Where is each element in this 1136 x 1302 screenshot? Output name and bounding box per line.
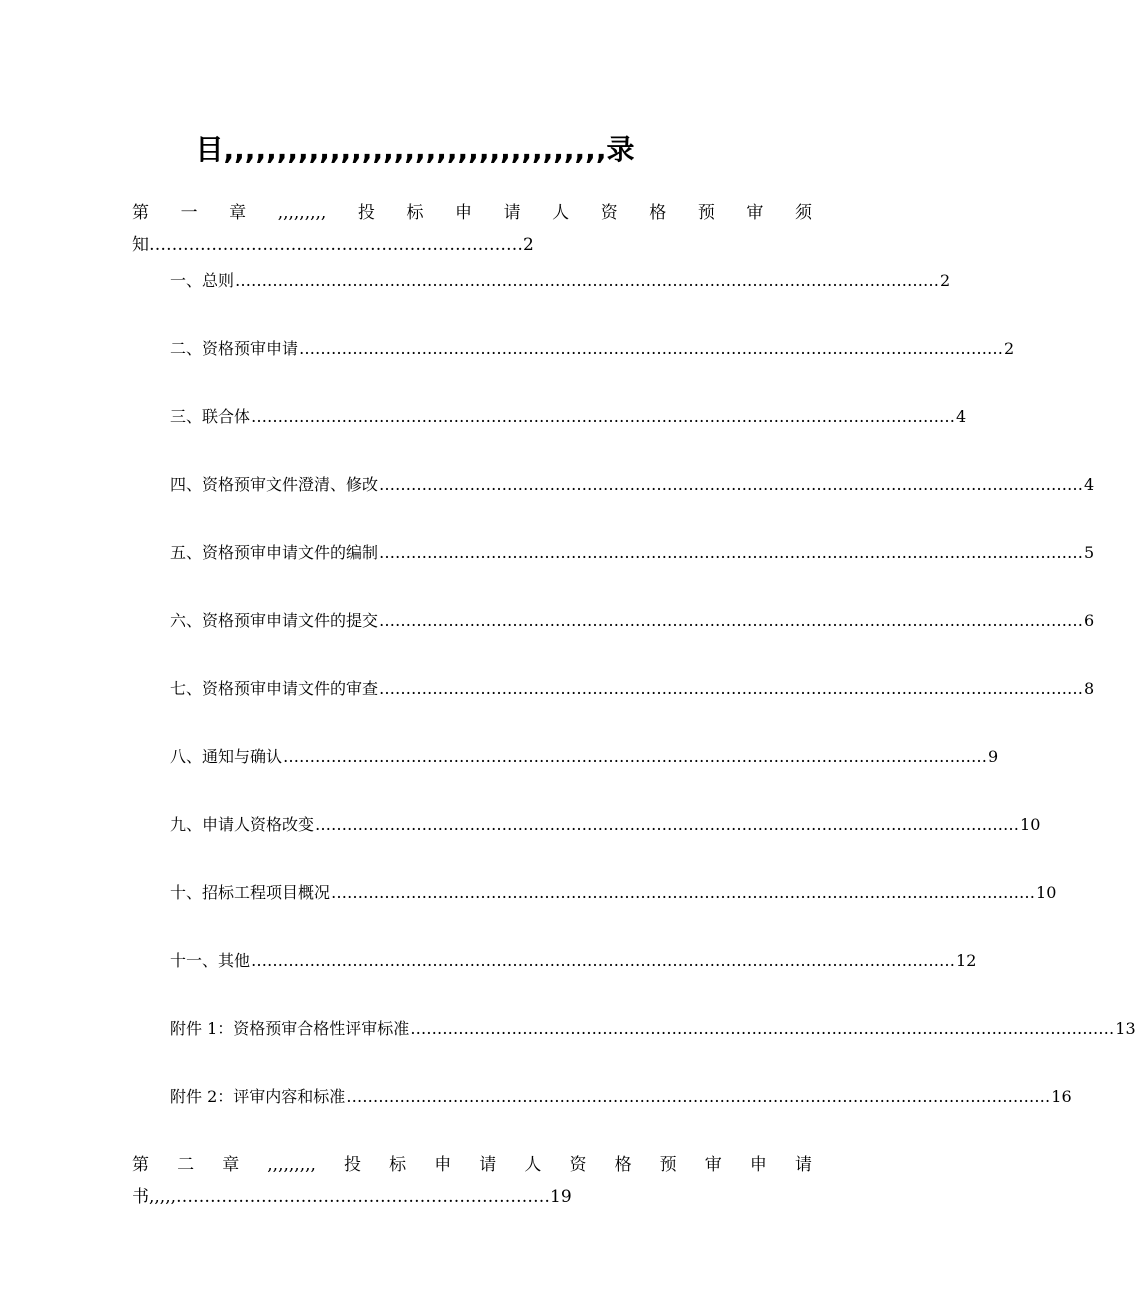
chapter-2-token: 人 <box>524 1155 542 1175</box>
toc-entry-page: 6 <box>1084 611 1095 630</box>
toc-entry-page: 4 <box>956 407 967 426</box>
chapter-2-heading <box>132 1149 812 1181</box>
chapter-2-token: 申 <box>749 1155 767 1175</box>
chapter-2-token: 格 <box>614 1155 632 1175</box>
chapter-2[interactable] <box>132 1149 812 1213</box>
toc-entry-page: 4 <box>1084 475 1095 494</box>
toc-entry-label: 五、资格预审申请文件的编制 <box>170 543 379 562</box>
leader-dots: …………………………………………………………………………………………………………………… <box>283 747 988 766</box>
chapter-1-token: 一 <box>180 203 198 223</box>
chapter-1-token: 格 <box>649 203 667 223</box>
chapter-2-token: 资 <box>569 1155 587 1175</box>
toc-entry[interactable] <box>170 948 977 971</box>
chapter-1-token: 投 <box>357 203 375 223</box>
chapter-2-token: 预 <box>659 1155 677 1175</box>
leader-dots: …………………………………………………………………………………………………………………… <box>410 1019 1115 1038</box>
chapter-1-token: 须 <box>794 203 812 223</box>
chapter-2-token: ,,,,,,,,, <box>267 1155 316 1175</box>
chapter-1-token: 审 <box>746 203 764 223</box>
leader-dots: …………………………………………………………………………………………………………………… <box>379 611 1084 630</box>
chapter-2-token: 投 <box>344 1155 362 1175</box>
chapter-2-token: 审 <box>704 1155 722 1175</box>
chapter-1-token: 资 <box>600 203 618 223</box>
chapter-1-continuation <box>132 229 812 261</box>
toc-entry-label: 八、通知与确认 <box>170 747 283 766</box>
toc-entry-label: 六、资格预审申请文件的提交 <box>170 611 379 630</box>
toc-entry[interactable] <box>170 880 1057 903</box>
leader-dots: …………………………………………………………………………………………………………………… <box>379 679 1084 698</box>
toc-entry[interactable] <box>170 336 1015 359</box>
toc-entry-label: 二、资格预审申请 <box>170 339 299 358</box>
toc-entry-label: 三、联合体 <box>170 407 251 426</box>
toc-entry-label: 九、申请人资格改变 <box>170 815 315 834</box>
chapter-1-token: 第 <box>132 203 149 223</box>
chapter-2-token: 二 <box>177 1155 195 1175</box>
chapter-1-lead: 知 <box>132 235 149 255</box>
chapter-2-token: 请 <box>794 1155 812 1175</box>
leader-dots: ………………………………………………………… <box>149 235 523 255</box>
toc-entry-page: 13 <box>1115 1019 1136 1038</box>
chapter-2-token: 请 <box>479 1155 497 1175</box>
chapter-1-token: 预 <box>697 203 715 223</box>
leader-dots: …………………………………………………………………………………………………………………… <box>331 883 1036 902</box>
chapter-1-token: ,,,,,,,,, <box>277 203 327 223</box>
chapter-2-lead: 书,,,,, <box>132 1187 177 1207</box>
leader-dots: …………………………………………………………………………………………………………………… <box>379 475 1084 494</box>
toc-entry-page: 10 <box>1036 883 1057 902</box>
leader-dots: …………………………………………………………………………………………………………………… <box>346 1087 1051 1106</box>
toc-entry-label: 一、总则 <box>170 271 235 290</box>
toc-entry-page: 2 <box>1004 339 1015 358</box>
chapter-1-token: 申 <box>455 203 473 223</box>
toc-entry[interactable] <box>170 812 1041 835</box>
toc-entry[interactable] <box>170 1016 1136 1039</box>
leader-dots: ………………………………………………………… <box>176 1187 551 1207</box>
chapter-2-token: 标 <box>389 1155 407 1175</box>
toc-entry-page: 9 <box>988 747 999 766</box>
leader-dots: …………………………………………………………………………………………………………………… <box>315 815 1020 834</box>
leader-dots: …………………………………………………………………………………………………………………… <box>235 271 940 290</box>
chapter-1-token: 人 <box>552 203 570 223</box>
chapter-2-continuation <box>132 1181 812 1213</box>
chapter-2-token: 第 <box>132 1155 149 1175</box>
toc-entry[interactable] <box>170 608 1095 631</box>
toc-entry[interactable] <box>170 540 1095 563</box>
chapter-2-token: 章 <box>222 1155 240 1175</box>
toc-entry[interactable] <box>170 472 1095 495</box>
chapter-1-heading <box>132 197 812 229</box>
leader-dots: …………………………………………………………………………………………………………………… <box>251 407 956 426</box>
toc-entry-label: 四、资格预审文件澄清、修改 <box>170 475 379 494</box>
toc-entry-label: 附件 2：评审内容和标准 <box>170 1087 346 1106</box>
toc-entry[interactable] <box>170 744 999 767</box>
toc-title: 目,,,,,,,,,,,,,,,,,,,,,,,,,,,,,,,,,,,,录 <box>195 133 635 166</box>
toc-entry-page: 2 <box>940 271 951 290</box>
chapter-1-token: 标 <box>406 203 424 223</box>
chapter-2-token: 申 <box>434 1155 452 1175</box>
toc-entry-label: 附件 1：资格预审合格性评审标准 <box>170 1019 410 1038</box>
toc-entry-label: 十一、其他 <box>170 951 251 970</box>
chapter-1[interactable] <box>132 197 812 261</box>
toc-entry-page: 12 <box>956 951 977 970</box>
toc-entry-page: 16 <box>1051 1087 1072 1106</box>
chapter-1-token: 章 <box>229 203 247 223</box>
chapter-1-token: 请 <box>503 203 521 223</box>
chapter-1-page-number: 2 <box>523 235 534 255</box>
toc-entry-page: 5 <box>1084 543 1095 562</box>
leader-dots: …………………………………………………………………………………………………………………… <box>379 543 1084 562</box>
toc-entry[interactable] <box>170 404 967 427</box>
toc-entry-label: 七、资格预审申请文件的审查 <box>170 679 379 698</box>
toc-entry-page: 10 <box>1020 815 1041 834</box>
toc-entry-page: 8 <box>1084 679 1095 698</box>
toc-entry[interactable] <box>170 676 1095 699</box>
leader-dots: …………………………………………………………………………………………………………………… <box>299 339 1004 358</box>
toc-entry-label: 十、招标工程项目概况 <box>170 883 331 902</box>
chapter-2-page-number: 19 <box>550 1187 572 1207</box>
toc-entry[interactable] <box>170 268 951 291</box>
leader-dots: …………………………………………………………………………………………………………………… <box>251 951 956 970</box>
toc-entry[interactable] <box>170 1084 1072 1107</box>
